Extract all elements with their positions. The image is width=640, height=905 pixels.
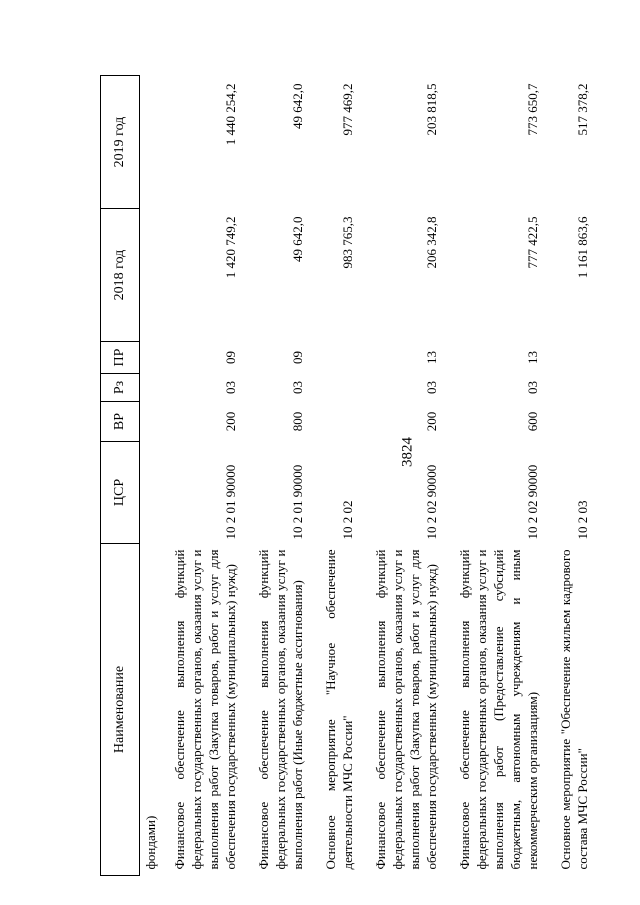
table-row <box>364 76 448 876</box>
table-header-row <box>101 76 140 876</box>
row-csr: 10 2 01 90000 <box>290 464 305 540</box>
row-pr: 13 <box>525 351 540 364</box>
row-2018: 1 161 863,6 <box>575 216 590 279</box>
row-name: Финансовое обеспечение выполнения функций федеральных государственных органов, оказания услуг и выполнения работ (Закупка товаров, работ и услуг для обеспечения государственных (муниципальных) нужд) <box>172 549 238 870</box>
row-rz: 03 <box>290 381 305 394</box>
page-number-text: 3824 <box>399 437 416 467</box>
header-2018: 2018 год <box>101 209 140 342</box>
row-2018: 777 422,5 <box>525 216 540 269</box>
row-2018: 206 342,8 <box>424 216 439 269</box>
row-2018: 983 765,3 <box>340 216 355 269</box>
row-rz <box>549 374 599 402</box>
row-pr: 09 <box>223 351 238 364</box>
header-pr: ПР <box>101 342 140 374</box>
budget-table <box>100 75 599 876</box>
row-rz <box>140 374 164 402</box>
row-vr: 200 <box>424 411 439 432</box>
row-2019: 977 469,2 <box>340 83 355 136</box>
table-row <box>247 76 314 876</box>
row-2019 <box>140 76 164 209</box>
header-vr: ВР <box>101 402 140 442</box>
row-pr <box>140 342 164 374</box>
row-vr: 200 <box>223 411 238 432</box>
row-2018: 49 642,0 <box>290 216 305 262</box>
row-pr: 13 <box>424 351 439 364</box>
table-row <box>163 76 247 876</box>
row-csr <box>140 442 164 544</box>
row-name: Основное мероприятие "Научное обеспечение деятельности МЧС России" <box>323 549 355 870</box>
row-2019: 517 378,2 <box>575 83 590 136</box>
row-pr: 09 <box>290 351 305 364</box>
row-2019: 49 642,0 <box>290 83 305 129</box>
budget-table-sheet <box>100 76 600 876</box>
row-rz: 03 <box>223 381 238 394</box>
row-pr <box>314 342 364 374</box>
table-row <box>549 76 599 876</box>
row-2019: 1 440 254,2 <box>223 83 238 146</box>
header-name: Наименование <box>101 544 140 876</box>
row-2018: 1 420 749,2 <box>223 216 238 279</box>
table-row <box>140 76 164 876</box>
row-vr <box>549 402 599 442</box>
row-csr: 10 2 01 90000 <box>223 464 238 540</box>
row-csr: 10 2 02 90000 <box>525 464 540 540</box>
row-csr: 10 2 02 <box>340 500 355 540</box>
row-rz: 03 <box>424 381 439 394</box>
row-csr: 10 2 03 <box>575 500 590 540</box>
row-vr: 800 <box>290 411 305 432</box>
row-name: фондами) <box>143 815 158 870</box>
header-2019: 2019 год <box>101 76 140 209</box>
header-csr: ЦСР <box>101 442 140 544</box>
row-name: Финансовое обеспечение выполнения функций федеральных государственных органов, оказания услуг и выполнения работ (Закупка товаров, работ и услуг для обеспечения государственных (муниципальных) нужд) <box>373 549 439 870</box>
row-pr <box>549 342 599 374</box>
table-row <box>448 76 549 876</box>
row-name: Основное мероприятие "Обеспечение жильем кадрового состава МЧС России" <box>558 549 590 870</box>
row-rz <box>314 374 364 402</box>
row-vr: 600 <box>525 411 540 432</box>
row-2018 <box>140 209 164 342</box>
row-name: Финансовое обеспечение выполнения функций федеральных государственных органов, оказания услуг и выполнения работ (Иные бюджетные ассигнования) <box>256 549 305 870</box>
row-rz: 03 <box>525 381 540 394</box>
row-vr <box>140 402 164 442</box>
table-row <box>314 76 364 876</box>
row-2019: 203 818,5 <box>424 83 439 136</box>
row-csr: 10 2 02 90000 <box>424 464 439 540</box>
row-2019: 773 650,7 <box>525 83 540 136</box>
row-vr <box>314 402 364 442</box>
row-name: Финансовое обеспечение выполнения функций федеральных государственных органов, оказания услуг и выполнения работ (Предоставление субсидий бюджетным, автономным учреждениям и иным некоммерческим организациям) <box>457 549 540 870</box>
header-rz: Рз <box>101 374 140 402</box>
